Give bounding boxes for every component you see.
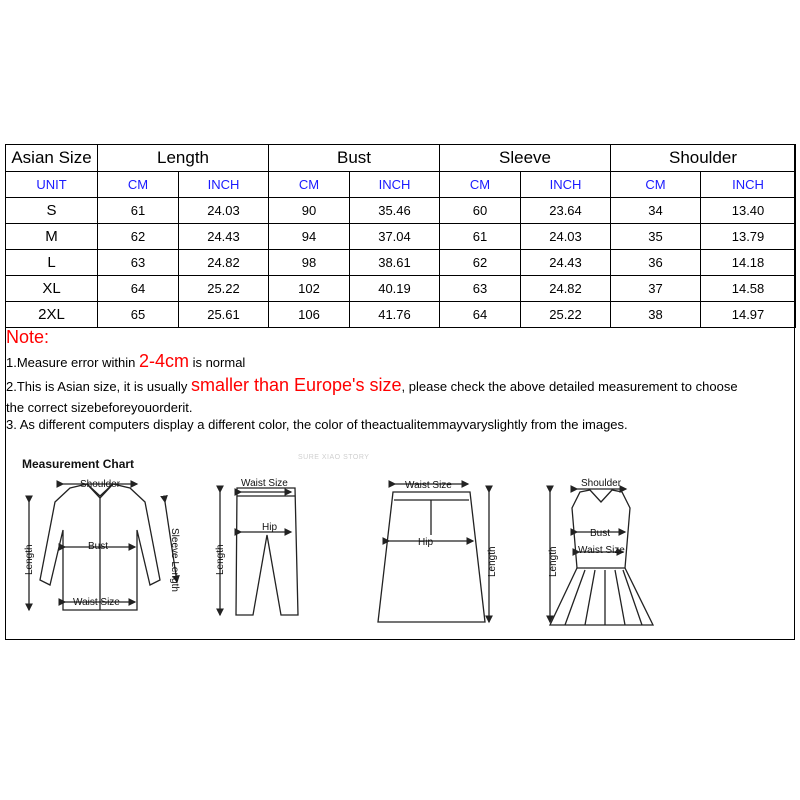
shoulder-inch-cell: 14.97 [701, 302, 796, 328]
header-asian-size: Asian Size [6, 145, 98, 172]
note-text: 2.This is Asian size, it is usually [6, 379, 191, 394]
size-cell: M [6, 224, 98, 250]
shirt-shoulder-label: Shoulder [80, 479, 121, 490]
length-inch-cell: 24.82 [179, 250, 269, 276]
bust-inch-cell: 38.61 [350, 250, 440, 276]
dress-waist-label: Waist Size [578, 545, 625, 556]
sleeve-cm-cell: 61 [440, 224, 521, 250]
bust-inch-cell: 35.46 [350, 198, 440, 224]
length-cm-cell: 65 [98, 302, 179, 328]
note-line-1 [6, 351, 245, 372]
note-line-2-cont: the correct sizebeforeyouorderit. [6, 400, 193, 415]
measurement-chart-title: Measurement Chart [22, 457, 135, 471]
bust-cm-cell: 90 [269, 198, 350, 224]
size-table [5, 144, 796, 328]
length-cm-cell: 61 [98, 198, 179, 224]
bust-cm-cell: 98 [269, 250, 350, 276]
note-line-2 [6, 375, 738, 396]
unit-cm: CM [98, 172, 179, 198]
pants-length-label: Length [215, 544, 226, 575]
sleeve-inch-cell: 23.64 [521, 198, 611, 224]
unit-inch: INCH [179, 172, 269, 198]
dress-shoulder-label: Shoulder [581, 478, 622, 489]
table-row [6, 302, 796, 328]
shirt-length-label: Length [24, 544, 35, 575]
shoulder-inch-cell: 13.79 [701, 224, 796, 250]
dress-length-label: Length [548, 546, 559, 577]
sleeve-inch-cell: 24.82 [521, 276, 611, 302]
table-row [6, 198, 796, 224]
size-cell: 2XL [6, 302, 98, 328]
header-sleeve: Sleeve [440, 145, 611, 172]
header-length: Length [98, 145, 269, 172]
table-row [6, 276, 796, 302]
shoulder-cm-cell: 38 [611, 302, 701, 328]
shoulder-cm-cell: 37 [611, 276, 701, 302]
note-text: is normal [188, 355, 246, 370]
pants-hip-label: Hip [262, 522, 278, 533]
shoulder-cm-cell: 36 [611, 250, 701, 276]
skirt-waist-label: Waist Size [405, 480, 452, 491]
sleeve-inch-cell: 24.43 [521, 250, 611, 276]
unit-cm: CM [440, 172, 521, 198]
garment-diagrams [5, 440, 795, 640]
size-cell: L [6, 250, 98, 276]
skirt-length-label: Length [487, 546, 498, 577]
sleeve-cm-cell: 64 [440, 302, 521, 328]
measurement-chart [5, 440, 795, 640]
skirt-diagram [378, 484, 489, 622]
shirt-sleeve-label: Sleeve Length [169, 528, 180, 592]
shoulder-cm-cell: 34 [611, 198, 701, 224]
length-cm-cell: 64 [98, 276, 179, 302]
size-cell: S [6, 198, 98, 224]
unit-label: UNIT [6, 172, 98, 198]
note-line-3: 3. As different computers display a different color, the color of theactualitemmayvaryslightly from the images. [6, 417, 628, 432]
table-unit-row [6, 172, 796, 198]
unit-inch: INCH [350, 172, 440, 198]
shoulder-cm-cell: 35 [611, 224, 701, 250]
length-cm-cell: 63 [98, 250, 179, 276]
length-cm-cell: 62 [98, 224, 179, 250]
note-title: Note: [6, 327, 50, 347]
length-inch-cell: 25.61 [179, 302, 269, 328]
note-text: 1.Measure error within [6, 355, 139, 370]
unit-cm: CM [611, 172, 701, 198]
bust-cm-cell: 94 [269, 224, 350, 250]
sleeve-inch-cell: 25.22 [521, 302, 611, 328]
table-header-row [6, 145, 796, 172]
dress-skirt [550, 568, 653, 625]
shoulder-inch-cell: 13.40 [701, 198, 796, 224]
pants-waist-label: Waist Size [241, 478, 288, 489]
shoulder-inch-cell: 14.58 [701, 276, 796, 302]
note-text: , please check the above detailed measurement to choose [401, 379, 738, 394]
bust-inch-cell: 40.19 [350, 276, 440, 302]
unit-inch: INCH [701, 172, 796, 198]
shoulder-inch-cell: 14.18 [701, 250, 796, 276]
note-highlight: 2-4cm [138, 351, 189, 371]
unit-inch: INCH [521, 172, 611, 198]
unit-cm: CM [269, 172, 350, 198]
pants-outline [236, 488, 298, 615]
pants-diagram [220, 488, 298, 615]
sleeve-cm-cell: 62 [440, 250, 521, 276]
header-bust: Bust [269, 145, 440, 172]
header-shoulder: Shoulder [611, 145, 796, 172]
bust-cm-cell: 106 [269, 302, 350, 328]
dress-diagram [550, 489, 653, 625]
table-row [6, 250, 796, 276]
table-row [6, 224, 796, 250]
skirt-hip-label: Hip [418, 537, 434, 548]
dress-bust-label: Bust [590, 528, 611, 539]
bust-inch-cell: 41.76 [350, 302, 440, 328]
note-highlight: smaller than Europe's size [190, 375, 402, 395]
sleeve-cm-cell: 60 [440, 198, 521, 224]
size-cell: XL [6, 276, 98, 302]
sleeve-inch-cell: 24.03 [521, 224, 611, 250]
bust-cm-cell: 102 [269, 276, 350, 302]
shirt-waist-label: Waist Size [73, 597, 120, 608]
length-inch-cell: 24.03 [179, 198, 269, 224]
bust-inch-cell: 37.04 [350, 224, 440, 250]
watermark: SURE XIAO STORY [298, 454, 370, 461]
sleeve-cm-cell: 63 [440, 276, 521, 302]
length-inch-cell: 25.22 [179, 276, 269, 302]
length-inch-cell: 24.43 [179, 224, 269, 250]
shirt-bust-label: Bust [88, 541, 109, 552]
